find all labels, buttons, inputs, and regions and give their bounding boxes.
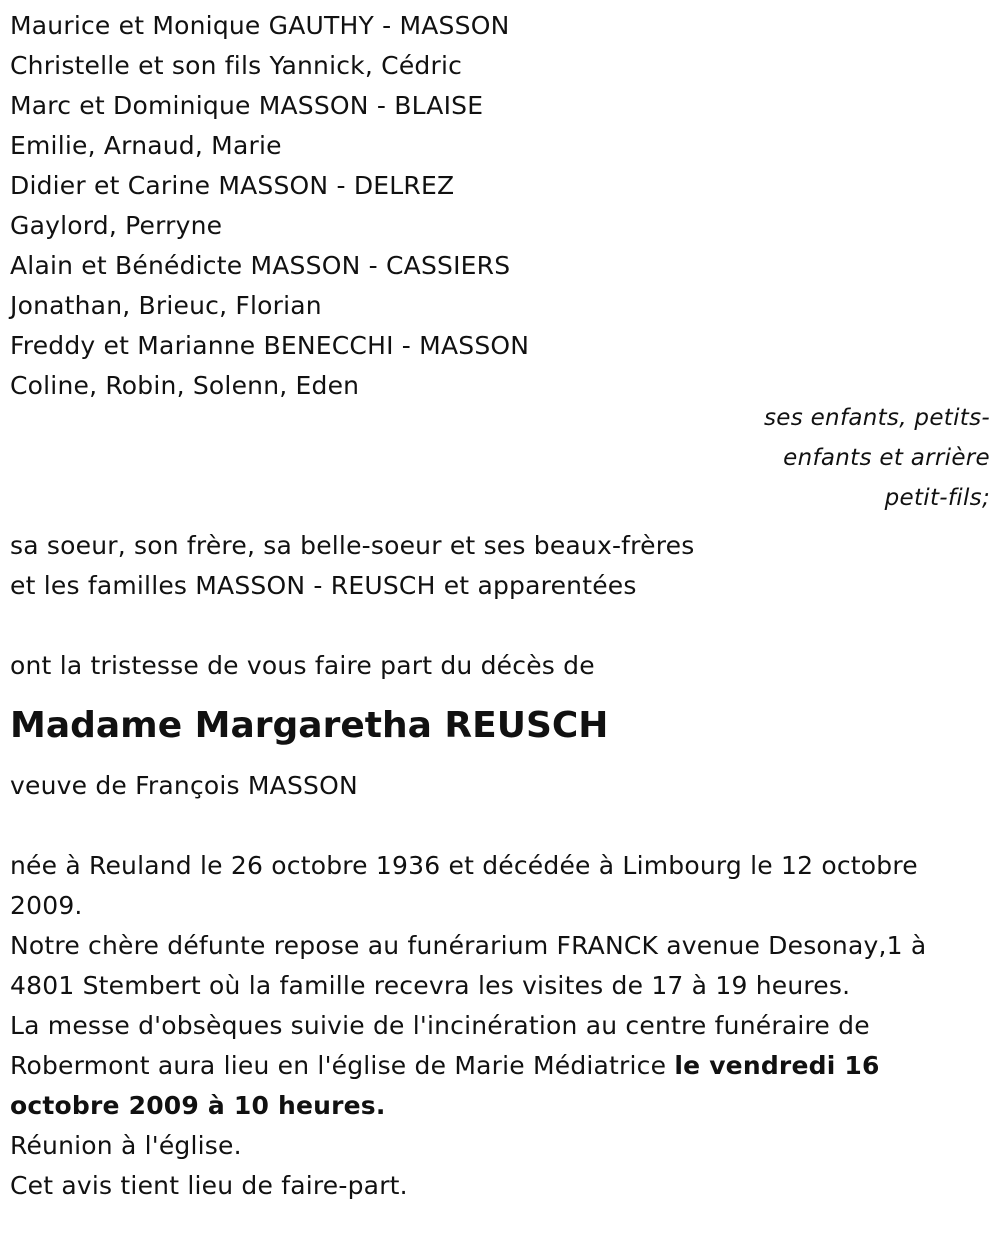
family-line: Gaylord, Perryne xyxy=(10,211,223,240)
mass-text xyxy=(10,1006,990,1126)
relatives-line: et les familles MASSON - REUSCH et apparentées xyxy=(10,571,637,600)
birth-death-text: née à Reuland le 26 octobre 1936 et décédée à Limbourg le 12 octobre 2009. xyxy=(10,851,918,920)
family-line: Marc et Dominique MASSON - BLAISE xyxy=(10,91,484,120)
widow-of-text: veuve de François MASSON xyxy=(10,771,358,800)
family-line: Coline, Robin, Solenn, Eden xyxy=(10,371,360,400)
mass-intro: La messe d'obsèques suivie de l'incinération au centre funéraire de Robermont aura lieu en l'église de Marie Médiatrice xyxy=(10,1011,870,1080)
family-line: Jonathan, Brieuc, Florian xyxy=(10,291,322,320)
details-block xyxy=(10,846,990,1206)
obituary-document xyxy=(10,6,990,1206)
family-line: Christelle et son fils Yannick, Cédric xyxy=(10,51,463,80)
deceased-name: Madame Margaretha REUSCH xyxy=(10,705,609,746)
family-line: Didier et Carine MASSON - DELREZ xyxy=(10,171,455,200)
family-line: Maurice et Monique GAUTHY - MASSON xyxy=(10,11,510,40)
signature-line: ses enfants, petits- xyxy=(763,405,990,431)
family-line: Freddy et Marianne BENECCHI - MASSON xyxy=(10,331,530,360)
family-line: Alain et Bénédicte MASSON - CASSIERS xyxy=(10,251,511,280)
relatives-line: sa soeur, son frère, sa belle-soeur et ses beaux-frères xyxy=(10,531,695,560)
signature-line: enfants et arrière xyxy=(783,445,990,471)
relatives-block xyxy=(10,526,990,606)
signature-line: petit-fils; xyxy=(884,485,990,511)
funerarium-text: Notre chère défunte repose au funérarium FRANCK avenue Desonay,1 à 4801 Stembert où la famille recevra les visites de 17 à 19 heures. xyxy=(10,931,927,1000)
notice-text: Cet avis tient lieu de faire-part. xyxy=(10,1171,408,1200)
announcement-text: ont la tristesse de vous faire part du décès de xyxy=(10,651,595,680)
family-line: Emilie, Arnaud, Marie xyxy=(10,131,282,160)
meeting-text: Réunion à l'église. xyxy=(10,1131,242,1160)
family-list xyxy=(10,6,990,406)
family-signature xyxy=(10,406,990,526)
mass-date: le vendredi 16 octobre 2009 à 10 heures. xyxy=(10,1051,880,1120)
